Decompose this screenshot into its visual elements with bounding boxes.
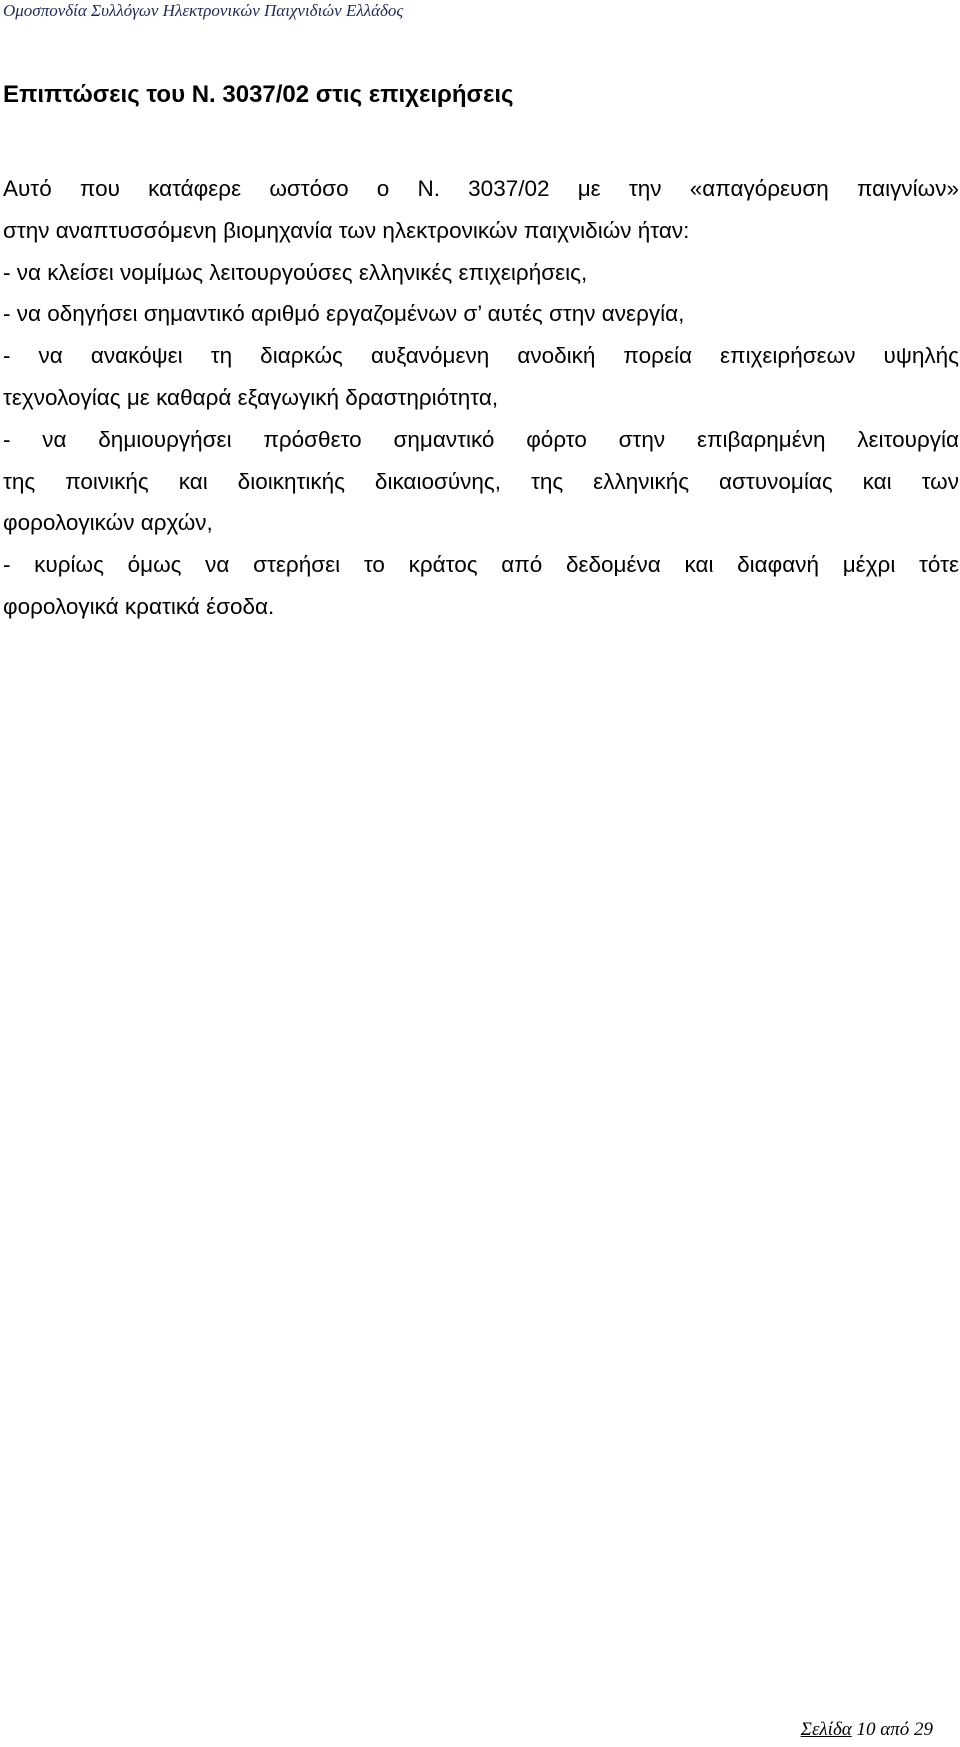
section-heading: Επιπτώσεις του Ν. 3037/02 στις επιχειρήσεις bbox=[3, 81, 514, 108]
body-text bbox=[3, 168, 959, 628]
body-line: - να οδηγήσει σημαντικό αριθμό εργαζομένων σ’ αυτές στην ανεργία, bbox=[3, 301, 685, 327]
body-line: της ποινικής και διοικητικής δικαιοσύνης, της ελληνικής αστυνομίας και των bbox=[3, 468, 959, 494]
body-line: - να ανακόψει τη διαρκώς αυξανόμενη ανοδική πορεία επιχειρήσεων υψηλής bbox=[3, 343, 959, 369]
page-number: 10 bbox=[856, 1719, 876, 1740]
body-line: - να δημιουργήσει πρόσθετο σημαντικό φόρτο στην επιβαρημένη λειτουργία bbox=[3, 426, 959, 452]
body-line: στην αναπτυσσόμενη βιομηχανία των ηλεκτρονικών παιχνιδιών ήταν: bbox=[3, 217, 690, 243]
page-label: Σελίδα bbox=[800, 1719, 852, 1740]
page-total: 29 bbox=[914, 1719, 933, 1740]
body-line: τεχνολογίας με καθαρά εξαγωγική δραστηριότητα, bbox=[3, 384, 499, 410]
running-header: Ομοσπονδία Συλλόγων Ηλεκτρονικών Παιχνιδιών Ελλάδος bbox=[3, 1, 404, 20]
body-line: φορολογικά κρατικά έσοδα. bbox=[3, 593, 275, 619]
body-line: - κυρίως όμως να στερήσει το κράτος από δεδομένα και διαφανή μέχρι τότε bbox=[3, 552, 959, 578]
body-line: φορολογικών αρχών, bbox=[3, 510, 213, 536]
page-of-label: από bbox=[880, 1719, 910, 1740]
page-footer bbox=[801, 1718, 933, 1742]
body-line: Αυτό που κατάφερε ωστόσο ο Ν. 3037/02 με την «απαγόρευση παιγνίων» bbox=[3, 176, 959, 201]
body-line: - να κλείσει νομίμως λειτουργούσες ελληνικές επιχειρήσεις, bbox=[3, 259, 588, 285]
